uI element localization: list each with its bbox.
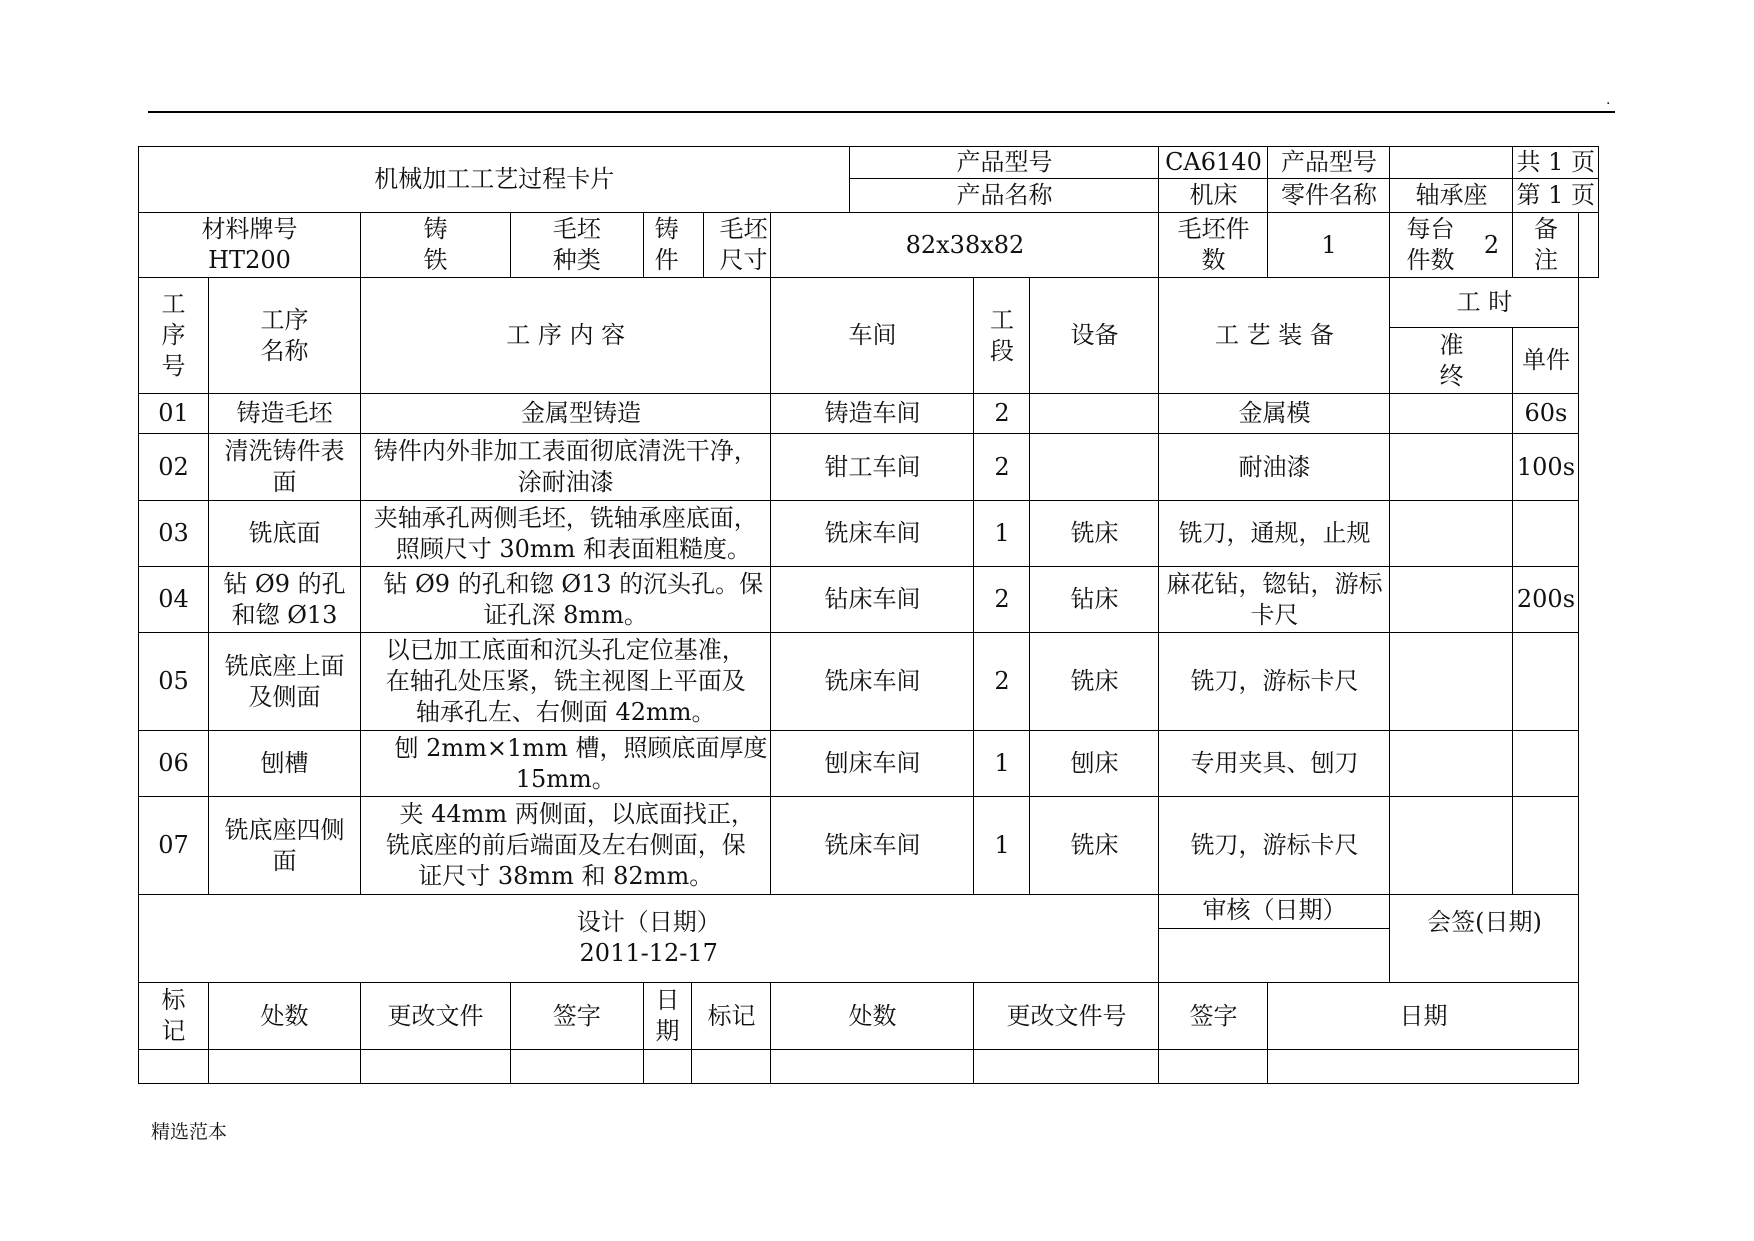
rev-doc: 更改文件 [361, 983, 511, 1050]
review-label: 审核（日期） [1159, 895, 1390, 929]
design-date: 2011-12-17 [579, 939, 718, 967]
op-name: 铣底面 [209, 501, 361, 567]
material-label: 材料牌号 [201, 215, 298, 243]
rev-count: 处数 [209, 983, 361, 1050]
op-equipment: 铣床 [1030, 501, 1159, 567]
table-row [139, 501, 1599, 567]
col-prep-2: 终 [1439, 361, 1464, 390]
card-title: 机械加工工艺过程卡片 [139, 147, 850, 213]
op-no: 07 [139, 797, 209, 895]
op-name [209, 567, 361, 633]
op-name-line: 铣底座四侧 [224, 815, 345, 844]
op-unit [1513, 633, 1579, 731]
op-tooling: 耐油漆 [1159, 434, 1390, 501]
op-section: 2 [974, 394, 1030, 434]
op-tooling: 铣刀，通规，止规 [1159, 501, 1390, 567]
rev-blank-cell [139, 1050, 209, 1084]
remark-text-2: 注 [1533, 246, 1558, 274]
rev-date: 日期 [644, 983, 693, 1049]
op-unit [1513, 797, 1579, 895]
product-name-label: 产品名称 [850, 179, 1159, 213]
material-cell [139, 213, 361, 278]
op-prep [1390, 633, 1513, 731]
casting-text-1: 铸 [654, 215, 679, 243]
op-section: 1 [974, 731, 1030, 797]
op-unit: 60s [1513, 394, 1579, 434]
col-name-2: 名称 [260, 336, 309, 365]
rev-blank-cell [1268, 1050, 1579, 1084]
op-unit [1513, 731, 1579, 797]
op-content-line: 铸件内外非加工表面彻底清洗干净， [373, 437, 758, 465]
op-name-line: 铣底座上面 [224, 651, 345, 680]
op-no: 04 [139, 567, 209, 633]
blank-count-text-1: 毛坯件 [1177, 215, 1250, 243]
col-tooling: 工 艺 装 备 [1159, 278, 1390, 394]
rev-blank-cell [1159, 1050, 1268, 1084]
blank-size-text-1: 毛坯 [719, 215, 768, 243]
col-section [974, 278, 1030, 394]
op-content-line: 照顾尺寸 30mm 和表面粗糙度。 [380, 534, 752, 563]
op-equipment [1030, 434, 1159, 501]
design-label: 设计（日期） [576, 908, 721, 936]
op-tooling: 麻花钻，锪钻，游标卡尺 [1159, 567, 1390, 633]
op-name: 刨槽 [209, 731, 361, 797]
op-unit: 200s [1513, 567, 1579, 633]
col-seq [139, 278, 209, 394]
col-section-2: 段 [989, 336, 1014, 365]
countersign-label: 会签(日期) [1390, 895, 1579, 983]
rev-doc-b: 更改文件号 [974, 983, 1159, 1050]
op-no: 02 [139, 434, 209, 501]
op-name [209, 633, 361, 731]
op-prep [1390, 731, 1513, 797]
design-cell [139, 895, 1159, 983]
op-content-line: 在轴孔处压紧，铣主视图上平面及 [385, 667, 746, 695]
table-row [139, 633, 1599, 731]
col-equipment: 设备 [1030, 278, 1159, 394]
blank-count-cell [1159, 213, 1268, 278]
op-content-line: 涂耐油漆 [517, 468, 614, 496]
rev-blank-cell [771, 1050, 974, 1084]
rev-blank-cell [209, 1050, 361, 1084]
op-content [361, 434, 771, 501]
op-prep [1390, 797, 1513, 895]
blank-size-value: 82x38x82 [771, 213, 1159, 278]
op-content-line: 证孔深 8mm。 [483, 600, 648, 629]
op-no: 05 [139, 633, 209, 731]
op-tooling: 专用夹具、刨刀 [1159, 731, 1390, 797]
op-equipment: 铣床 [1030, 797, 1159, 895]
op-name [209, 797, 361, 895]
blank-type-cell [510, 213, 643, 278]
op-workshop: 铣床车间 [771, 797, 974, 895]
col-prep-1: 准 [1439, 330, 1464, 359]
op-content [361, 731, 771, 797]
rev-blank-cell [510, 1050, 643, 1084]
table-row [139, 797, 1599, 895]
op-section: 2 [974, 567, 1030, 633]
table-row [139, 434, 1599, 501]
rev-sign-b: 签字 [1159, 983, 1268, 1050]
op-content-line: 钻 Ø9 的孔和锪 Ø13 的沉头孔。保 [368, 569, 764, 598]
op-name-line: 面 [272, 468, 297, 496]
product-name-value: 机床 [1159, 179, 1268, 213]
col-prep [1390, 328, 1513, 394]
cast-iron-text-1: 铸 [423, 215, 448, 243]
rev-mark [139, 983, 209, 1050]
cast-iron-text-2: 铁 [423, 246, 448, 274]
op-tooling: 铣刀，游标卡尺 [1159, 633, 1390, 731]
remark-value [1579, 213, 1599, 278]
op-content-line: 15mm。 [515, 764, 616, 793]
col-seq-1: 工 [161, 290, 186, 318]
op-unit: 100s [1513, 434, 1579, 501]
part-name-label: 零件名称 [1268, 179, 1390, 213]
rev-date-cell [643, 983, 771, 1050]
per-unit-cell [1390, 213, 1513, 278]
col-content: 工 序 内 容 [361, 278, 771, 394]
col-seq-2: 序 [161, 321, 186, 349]
col-name-1: 工序 [260, 305, 309, 334]
col-section-1: 工 [989, 305, 1014, 334]
table-row [139, 731, 1599, 797]
op-workshop: 刨床车间 [771, 731, 974, 797]
op-content [361, 394, 771, 434]
rev-date-b: 日期 [1268, 983, 1579, 1050]
op-section: 2 [974, 633, 1030, 731]
op-content-line: 轴承孔左、右侧面 42mm。 [415, 698, 716, 726]
part-model-label: 产品型号 [1268, 147, 1390, 179]
rev-mark-1: 标 [161, 986, 186, 1014]
rev-blank-cell [974, 1050, 1159, 1084]
blank-size-text-2: 尺寸 [719, 246, 768, 274]
footer-text: 精选范本 [151, 1121, 228, 1143]
process-card-table [138, 146, 1599, 1084]
op-name-line: 钻 Ø9 的孔 [223, 569, 346, 598]
table-row [139, 567, 1599, 633]
op-name: 铸造毛坯 [209, 394, 361, 434]
op-no: 01 [139, 394, 209, 434]
op-content-line: 夹轴承孔两侧毛坯，铣轴承座底面， [373, 503, 758, 532]
per-unit-value: 2 [1483, 230, 1500, 259]
rev-blank-cell [643, 1050, 771, 1084]
col-workshop: 车间 [771, 278, 974, 394]
rev-mark-b: 标记 [707, 1001, 756, 1030]
blank-type-text-1: 毛坯 [552, 215, 601, 243]
op-name [209, 434, 361, 501]
op-content [361, 567, 771, 633]
op-no: 06 [139, 731, 209, 797]
op-prep [1390, 501, 1513, 567]
op-equipment: 钻床 [1030, 567, 1159, 633]
rev-sign: 签字 [510, 983, 643, 1050]
table-row [139, 394, 1599, 434]
page-dot: . [1606, 92, 1611, 108]
op-prep [1390, 567, 1513, 633]
op-tooling: 铣刀，游标卡尺 [1159, 797, 1390, 895]
review-value [1159, 929, 1390, 983]
op-name-line: 及侧面 [248, 682, 321, 711]
cast-iron-cell [361, 213, 511, 278]
casting-cell [643, 213, 771, 278]
remark-text-1: 备 [1533, 215, 1558, 243]
remark-label-cell [1513, 213, 1579, 278]
op-section: 2 [974, 434, 1030, 501]
op-equipment: 铣床 [1030, 633, 1159, 731]
op-section: 1 [974, 797, 1030, 895]
page-number: 第 1 页 [1513, 179, 1599, 213]
op-workshop: 铸造车间 [771, 394, 974, 434]
op-workshop: 钻床车间 [771, 567, 974, 633]
op-content-line: 金属型铸造 [490, 399, 641, 427]
per-unit-text-1: 每台 [1406, 215, 1455, 243]
blank-count-text-2: 数 [1201, 246, 1226, 274]
op-name-line: 和锪 Ø13 [231, 600, 338, 629]
blank-type-text-2: 种类 [552, 246, 601, 274]
op-equipment [1030, 394, 1159, 434]
op-workshop: 铣床车间 [771, 633, 974, 731]
op-prep [1390, 434, 1513, 501]
op-equipment: 刨床 [1030, 731, 1159, 797]
op-content-line: 证尺寸 38mm 和 82mm。 [418, 862, 714, 890]
op-unit [1513, 501, 1579, 567]
op-tooling: 金属模 [1159, 394, 1390, 434]
part-model-value [1390, 147, 1513, 179]
total-pages: 共 1 页 [1513, 147, 1599, 179]
product-model-label: 产品型号 [850, 147, 1159, 179]
product-model-value: CA6140 [1159, 147, 1268, 179]
blank-count-value: 1 [1268, 213, 1390, 278]
op-content-line: 铣底座的前后端面及左右侧面，保 [385, 831, 746, 859]
per-unit-text-2: 件数 [1406, 246, 1455, 274]
rev-blank-cell [361, 1050, 511, 1084]
op-section: 1 [974, 501, 1030, 567]
rev-count-b: 处数 [771, 983, 974, 1050]
op-workshop: 钳工车间 [771, 434, 974, 501]
op-no: 03 [139, 501, 209, 567]
op-name-line: 面 [272, 846, 297, 875]
op-content [361, 501, 771, 567]
op-name-line: 清洗铸件表 [224, 437, 345, 465]
casting-text-2: 件 [654, 246, 679, 274]
op-content [361, 797, 771, 895]
header-rule [148, 111, 1615, 113]
op-content [361, 633, 771, 731]
col-unit: 单件 [1513, 328, 1579, 394]
col-time: 工 时 [1390, 278, 1579, 328]
col-seq-3: 号 [161, 352, 186, 380]
op-workshop: 铣床车间 [771, 501, 974, 567]
op-content-line: 刨 2mm×1mm 槽，照顾底面厚度 [364, 733, 768, 762]
rev-mark-2: 记 [161, 1017, 186, 1045]
op-content-line: 夹 44mm 两侧面，以底面找正， [376, 800, 755, 828]
material-value: HT200 [208, 246, 291, 274]
col-name [209, 278, 361, 394]
op-prep [1390, 394, 1513, 434]
part-name-value: 轴承座 [1390, 179, 1513, 213]
op-content-line: 以已加工底面和沉头孔定位基准， [385, 636, 746, 664]
